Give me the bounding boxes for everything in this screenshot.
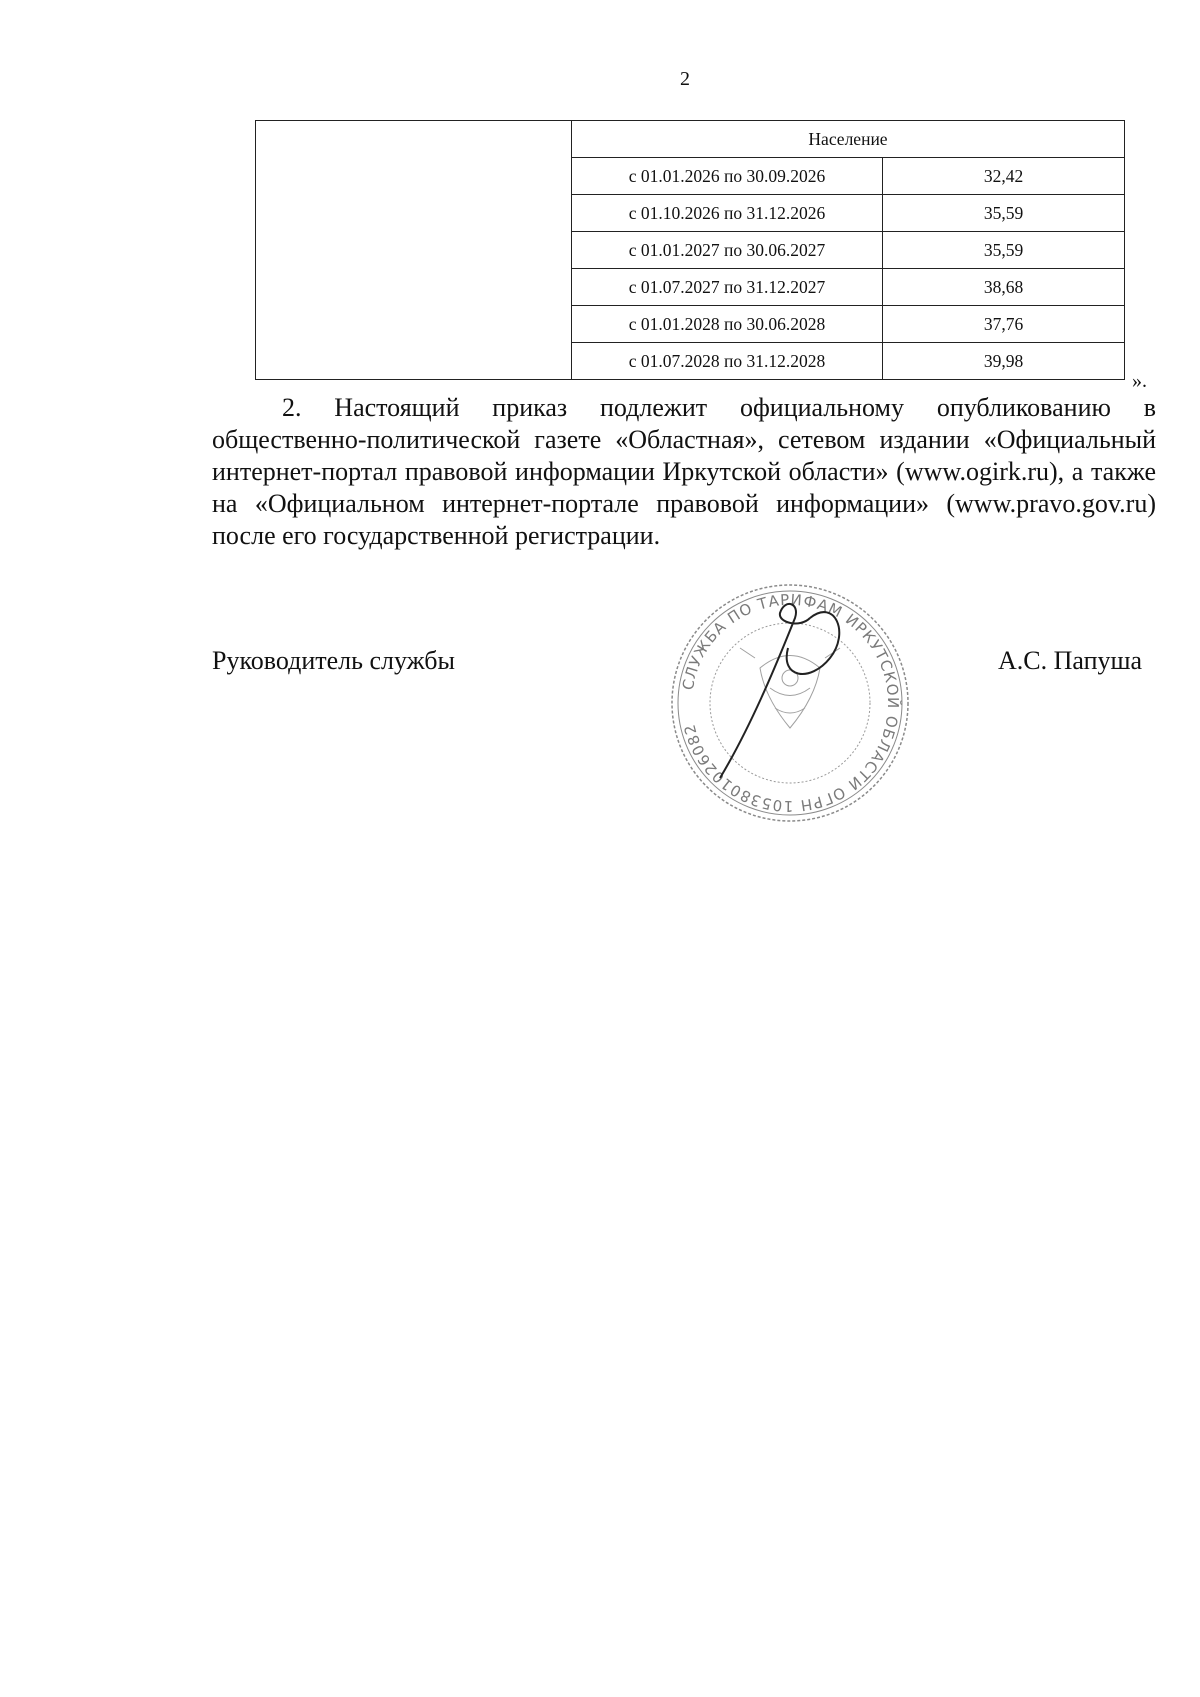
signature-icon: [720, 604, 839, 778]
period-cell: с 01.01.2028 по 30.06.2028: [572, 306, 883, 343]
stamp-outer-ring: [672, 585, 908, 821]
tariff-table: [255, 120, 1125, 380]
period-cell: с 01.01.2027 по 30.06.2027: [572, 232, 883, 269]
group-header: Население: [572, 121, 1125, 158]
coat-of-arms-icon: [740, 648, 840, 728]
period-cell: с 01.01.2026 по 30.09.2026: [572, 158, 883, 195]
signer-name: А.С. Папуша: [998, 646, 1143, 675]
official-stamp: [660, 578, 920, 828]
stamp-ring-text: СЛУЖБА ПО ТАРИФАМ ИРКУТСКОЙ ОБЛАСТИ ОГРН 1053801026082: [678, 590, 903, 816]
value-cell: 39,98: [883, 343, 1125, 380]
period-cell: с 01.07.2028 по 31.12.2028: [572, 343, 883, 380]
table-row: [256, 121, 1125, 158]
period-cell: с 01.07.2027 по 31.12.2027: [572, 269, 883, 306]
empty-cell: [256, 121, 572, 380]
value-cell: 38,68: [883, 269, 1125, 306]
stamp-center-ring: [710, 623, 870, 783]
value-cell: 35,59: [883, 232, 1125, 269]
paragraph-2: [212, 392, 1156, 552]
signer-title: Руководитель службы: [212, 646, 455, 675]
period-cell: с 01.10.2026 по 31.12.2026: [572, 195, 883, 232]
paragraph-2-text: 2. Настоящий приказ подлежит официальному опубликованию в общественно-политической газете «Областная», сетевом издании «Официальный интернет-портал правовой информации Иркутской области» (www.ogirk.ru), а также на «Официальном интернет-портале правовой информации» (www.pravo.gov.ru) после его государственной регистрации.: [212, 393, 1156, 550]
value-cell: 32,42: [883, 158, 1125, 195]
value-cell: 37,76: [883, 306, 1125, 343]
value-cell: 35,59: [883, 195, 1125, 232]
page-number: 2: [680, 68, 690, 90]
closing-quote: ».: [1132, 370, 1147, 392]
